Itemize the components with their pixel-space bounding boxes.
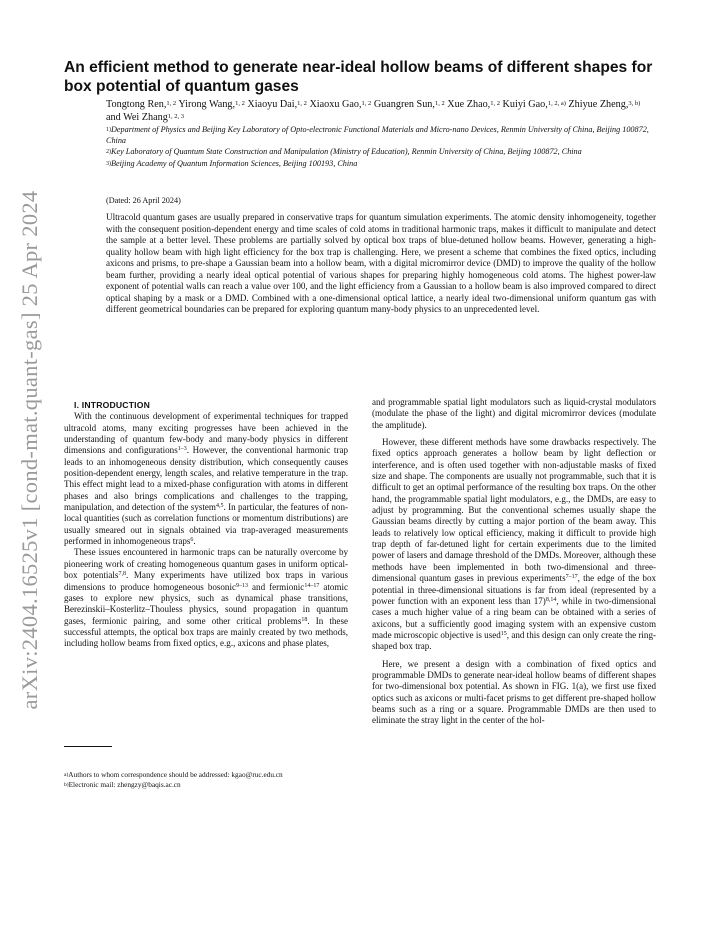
author-name: Tongtong Ren,$^{1, 2}$ — [106, 99, 177, 110]
abstract: Ultracold quantum gases are usually prepared in conservative traps for quantum simulation experiments. The atomic density inhomogeneity, together with the consequent position-dependent energy and time scales of cold atoms in traditional harmonic traps, makes it difficult to manipulate and detect the sample at a better level. These problems are partially solved by optical box traps of blue-detuned hollow beams. However, generating a high-quality hollow beam with high light efficiency for the box trap is challenging. Here, we present a scheme that combines the fixed optics, including axicons and prisms, to pre-shape a Gaussian beam into a hollow beam, with a digital micromirror device (DMD) to improve the quality of the hollow beam further, providing a nearly ideal optical potential of various shapes for preparing highly homogeneous cold atoms. The highest power-law exponent of potential walls can reach a value over 100, and the light efficiency from a Gaussian to a hollow beam is also improved compared to direct optical shaping by a mask or a DMD. Combined with a one-dimensional optical lattice, a nearly ideal two-dimensional uniform quantum gas with different geometrical boundaries can be prepared for exploring quantum many-body physics to an unprecedented level. — [106, 212, 656, 315]
citation-ref: 8,14 — [545, 596, 557, 603]
arxiv-id-text: arXiv:2404.16525v1 [cond-mat.quant-gas] 25 Apr 2024 — [17, 190, 42, 710]
author-name: Zhiyue Zheng,$^{3, b)}$ — [568, 99, 641, 110]
footnote-mark: b) — [64, 782, 69, 788]
citation-ref: 6 — [190, 537, 194, 544]
affiliation — [106, 125, 654, 146]
intro-paragraph-2: These issues encountered in harmonic traps can be naturally overcome by pioneering work of creating homogeneous quantum gases in uniform optical-box potentials$^{7,8}$. Many experiments have utilized box traps in various dimensions to produce homogeneous bosonic$^{9-13}$ and fermionic$^{14-17}$ atomic gases to explore new physics, such as dynamical phase transitions, Berezinskii–Kosterlitz–Thouless physics, sound propagation in quantum gases, fermionic pairing, and some other critical problems$^{18}$. In these successful attempts, the optical box traps are mainly created by two methods, including hollow beams from fixed optics, e.g., axicons and phase plates, — [64, 547, 348, 649]
right-column — [372, 397, 656, 727]
affiliation-text: Department of Physics and Beijing Key Laboratory of Opto-electronic Functional Materials and Micro-nano Devices, Renmin University of China, Beijing 100872, China — [106, 125, 649, 145]
footnote-text: Authors to whom correspondence should be addressed: kgao@ruc.edu.cn — [68, 770, 283, 779]
author-affiliation-mark: 1, 2 — [434, 100, 445, 107]
footnote-text: Electronic mail: zhengzy@baqis.ac.cn — [68, 780, 181, 789]
author-affiliation-mark: 1, 2, 3 — [167, 113, 185, 120]
intro-paragraph-4: Here, we present a design with a combination of fixed optics and programmable DMDs to generate near-ideal hollow beams of different shapes for two-dimensional box potential. As shown in FIG. 1(a), we first use fixed optics such as axicons or multi-facet prisms to get different pre-shaped hollow beams such as a ring or a square. Programmable DMDs are then used to eliminate the stray light in the center of the hol- — [372, 658, 656, 726]
author-name: Yirong Wang,$^{1, 2}$ — [178, 99, 245, 110]
author-list — [106, 98, 654, 124]
author-affiliation-mark: 1, 2 — [361, 100, 372, 107]
author-name: Xiaoyu Dai,$^{1, 2}$ — [247, 99, 307, 110]
affiliation — [106, 147, 654, 158]
affiliation-list — [106, 125, 654, 170]
affiliation-mark: 2) — [106, 149, 111, 155]
author-affiliation-mark: 1, 2 — [235, 100, 245, 107]
section-heading-introduction: I. INTRODUCTION — [74, 400, 151, 410]
footnote-mark: a) — [64, 772, 69, 778]
footnotes — [64, 770, 354, 790]
author-name: Xiaoxu Gao,$^{1, 2}$ — [309, 99, 372, 110]
author-affiliation-mark: 1, 2 — [490, 100, 500, 107]
affiliation-text: Key Laboratory of Quantum State Construction and Manipulation (Ministry of Education), Renmin University of China, Beijing 100872, China — [111, 147, 582, 156]
author-affiliation-mark: 1, 2 — [166, 100, 177, 107]
intro-paragraph-continued: and programmable spatial light modulators such as liquid-crystal modulators (modulate the phase of the light) and digital micromirror devices (modulate the amplitude). — [372, 397, 656, 430]
citation-ref: 1–3 — [177, 446, 187, 453]
author-affiliation-mark: 1, 2, a) — [547, 100, 566, 107]
author-affiliation-mark: 3, b) — [628, 100, 641, 107]
affiliation-mark: 3) — [106, 160, 111, 167]
intro-paragraph-1: With the continuous development of experimental techniques for trapped ultracold atoms, many exciting progresses have been achieved in the understanding of quantum few-body and many-body physics in different dimensions and configurations$^{1-3}$. However, the conventional harmonic trap leads to an inhomogeneous density distribution, which consequently causes position-dependent energy, length scales, and relative temperature in the trap. This effect might lead to a mixed-phase configuration with atoms in different phases and also brings complications and challenges to the trapping, manipulation, and detection of the system$^{4,5}$. In particular, the features of non-local quantities (such as correlation functions or momentum distributions) are usually smeared out in signals obtained via trap-averaged measurements performed in inhomogeneous traps$^6$. — [64, 411, 348, 547]
author-name: Kuiyi Gao,$^{1, 2, a)}$ — [502, 99, 566, 110]
citation-ref: 14–17 — [304, 582, 320, 589]
citation-ref: 18 — [301, 616, 308, 623]
author-name: Guangren Sun,$^{1, 2}$ — [373, 99, 445, 110]
footnote-rule — [64, 746, 112, 747]
author-affiliation-mark: 1, 2 — [297, 100, 307, 107]
citation-ref: 15 — [500, 630, 507, 637]
arxiv-side-identifier — [10, 190, 50, 710]
footnote — [64, 770, 354, 780]
intro-paragraph-3: However, these different methods have some drawbacks respectively. The fixed optics approach generates a hollow beam by light deflection or interference, and is often used together with non-adjustable masks of fixed size and shape. The components are usually not programmable, such that it is difficult to get an optimal performance of the resulting box traps. On the other hand, the programmable spatial light modulators, e.g., the DMDs, are easy to adjust by programming. But the conventional schemes usually shape the Gaussian beams directly by cutting a major portion of the beam away. This leads to relatively low optical efficiency, making it difficult to provide high trap depth of far-detuned light for certain experiments due to the limited power of lasers and damage threshold of the DMDs. Moreover, although these methods have been implemented in both two-dimensional and three-dimensional quantum gases in previous experiments$^{7-17}$, the edge of the box potential in three-dimensional situations is far from ideal (represented by a power function with an exponent less than 17)$^{8,14}$, while in two-dimensional cases a much higher value of a ring beam can be obtained with a series of axicons, but a sufficiently good imaging system with an expensive custom made microscopic objective is used$^{15}$, and this design can only create the ring-shaped box trap. — [372, 437, 656, 652]
left-column — [64, 400, 348, 650]
citation-ref: 9–13 — [235, 582, 248, 589]
date-line: (Dated: 26 April 2024) — [106, 196, 181, 205]
author-name: and Wei Zhang$^{1, 2, 3}$ — [106, 112, 185, 123]
citation-ref: 7,8 — [118, 571, 126, 578]
affiliation-text: Beijing Academy of Quantum Information Sciences, Beijing 100193, China — [111, 158, 358, 168]
citation-ref: 7–17 — [565, 574, 578, 581]
citation-ref: 4,5 — [215, 503, 224, 510]
author-name: Xue Zhao,$^{1, 2}$ — [447, 99, 500, 110]
affiliation — [106, 159, 654, 170]
paper-title: An efficient method to generate near-ideal hollow beams of different shapes for box potential of quantum gases — [64, 59, 653, 95]
footnote — [64, 780, 354, 790]
affiliation-mark: 1) — [106, 127, 111, 133]
